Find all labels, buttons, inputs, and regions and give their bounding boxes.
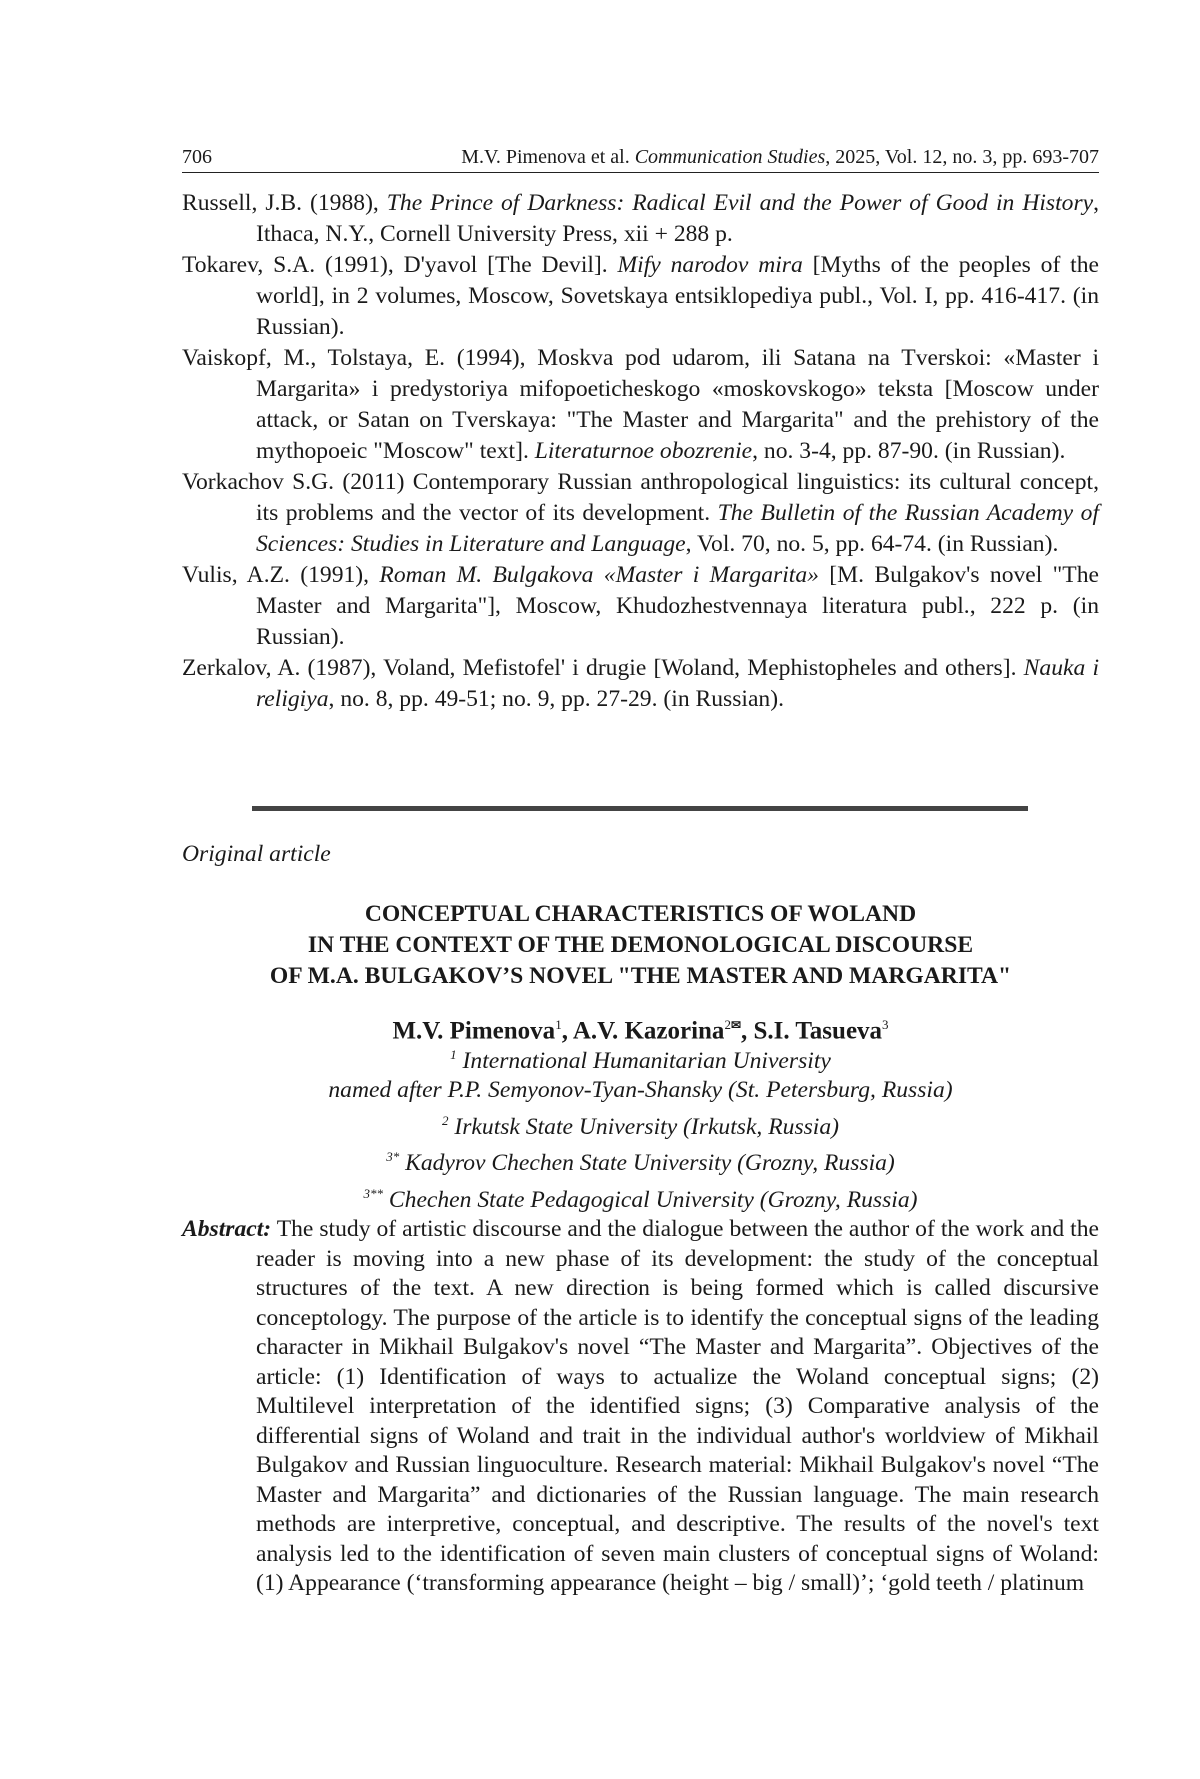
abstract	[182, 1215, 1099, 1599]
author-name: M.V. Pimenova	[392, 1017, 556, 1045]
running-header	[182, 144, 1099, 173]
reference-item: Vorkachov S.G. (2011) Contemporary Russian anthropological linguistics: its cultural concept, its problems and the vector of its development. The Bulletin of the Russian Academy of Sciences: Studies in Literature and Language, Vol. 70, no. 5, pp. 64-74. (in Russian).	[182, 469, 1099, 557]
affiliation: $^2$ Irkutsk State University (Irkutsk, Russia)	[441, 1112, 840, 1140]
affiliation-list	[182, 1040, 1099, 1215]
author-name: A.V. Kazorina	[572, 1017, 725, 1045]
affiliation: $^{3**}$ Chechen State Pedagogical University (Grozny, Russia)	[363, 1185, 918, 1213]
reference-item: Vaiskopf, M., Tolstaya, E. (1994), Moskva pod udarom, ili Satana na Tverskoi: «Master i Margarita» i predystoriya mifopoeticheskogo «moskovskogo» teksta [Moscow under attack, or Satan on Tverskaya: "The Master and Margarita" and the prehistory of the mythopoeic "Moscow" text]. Literaturnoe obozrenie, no. 3-4, pp. 87-90. (in Russian).	[182, 345, 1099, 464]
author-name: S.I. Tasueva	[753, 1017, 883, 1045]
reference-item: Zerkalov, A. (1987), Voland, Mefistofel' i drugie [Woland, Mephistopheles and others]. Nauka i religiya, no. 8, pp. 49-51; no. 9, pp. 27-29. (in Russian).	[182, 655, 1099, 712]
reference-item: Vulis, A.Z. (1991), Roman M. Bulgakova «Master i Margarita» [M. Bulgakov's novel "The Master and Margarita"], Moscow, Khudozhestvennaya literatura publ., 222 p. (in Russian).	[182, 562, 1099, 650]
affiliation: $^{3*}$ Kadyrov Chechen State University (Grozny, Russia)	[386, 1149, 895, 1177]
affiliation: named after P.P. Semyonov-Tyan-Shansky (St. Petersburg, Russia)	[328, 1077, 953, 1104]
envelope-icon: ✉	[730, 1018, 741, 1032]
reference-item: Russell, J.B. (1988), The Prince of Darkness: Radical Evil and the Power of Good in History, Ithaca, N.Y., Cornell University Press, xii + 288 p.	[182, 190, 1100, 247]
reference-item: Tokarev, S.A. (1991), D'yavol [The Devil]. Mify narodov mira [Myths of the peoples of the world], in 2 volumes, Moscow, Sovetskaya entsiklopediya publ., Vol. I, pp. 416-417. (in Russian).	[182, 252, 1099, 340]
abstract-text: The study of artistic discourse and the dialogue between the author of the work and the reader is moving into a new phase of its development: the study of the conceptual structures of the text. A new direction is being formed which is called discursive conceptology. The purpose of the article is to identify the conceptual signs of the leading character in Mikhail Bulgakov's novel “The Master and Margarita”. Objectives of the article: (1) Identification of ways to actualize the Woland conceptual signs; (2) Multilevel interpretation of the identified signs; (3) Comparative analysis of the differential signs of Woland and trait in the individual author's worldview of Mikhail Bulgakov and Russian linguoculture. Research material: Mikhail Bulgakov's novel “The Master and Margarita” and dictionaries of the Russian language. The main research methods are interpretive, conceptual, and descriptive. The results of the novel's text analysis led to the identification of seven main clusters of conceptual signs of Woland: (1) Appearance (‘transforming appearance (height – big / small)’; ‘gold teeth / platinum	[256, 1216, 1099, 1596]
section-divider	[252, 806, 1028, 811]
affiliation: $^1$ International Humanitarian University	[450, 1047, 831, 1074]
article-type: Original article	[182, 841, 331, 867]
abstract-label: Abstract:	[182, 1216, 272, 1242]
page-number: 706	[182, 146, 212, 168]
article-title: CONCEPTUAL CHARACTERISTICS OF WOLAND IN THE CONTEXT OF THE DEMONOLOGICAL DISCOURSE OF M.A. BULGAKOV’S NOVEL "THE MASTER AND MARGARITA"	[269, 901, 1012, 989]
header-citation: M.V. Pimenova et al. Communication Studies, 2025, Vol. 12, no. 3, pp. 693-707	[461, 146, 1099, 168]
reference-list	[182, 188, 1099, 715]
author-list: M.V. Pimenova$^1$, A.V. Kazorina$^2$✉, S.I. Tasueva$^3$	[182, 1009, 1099, 1047]
